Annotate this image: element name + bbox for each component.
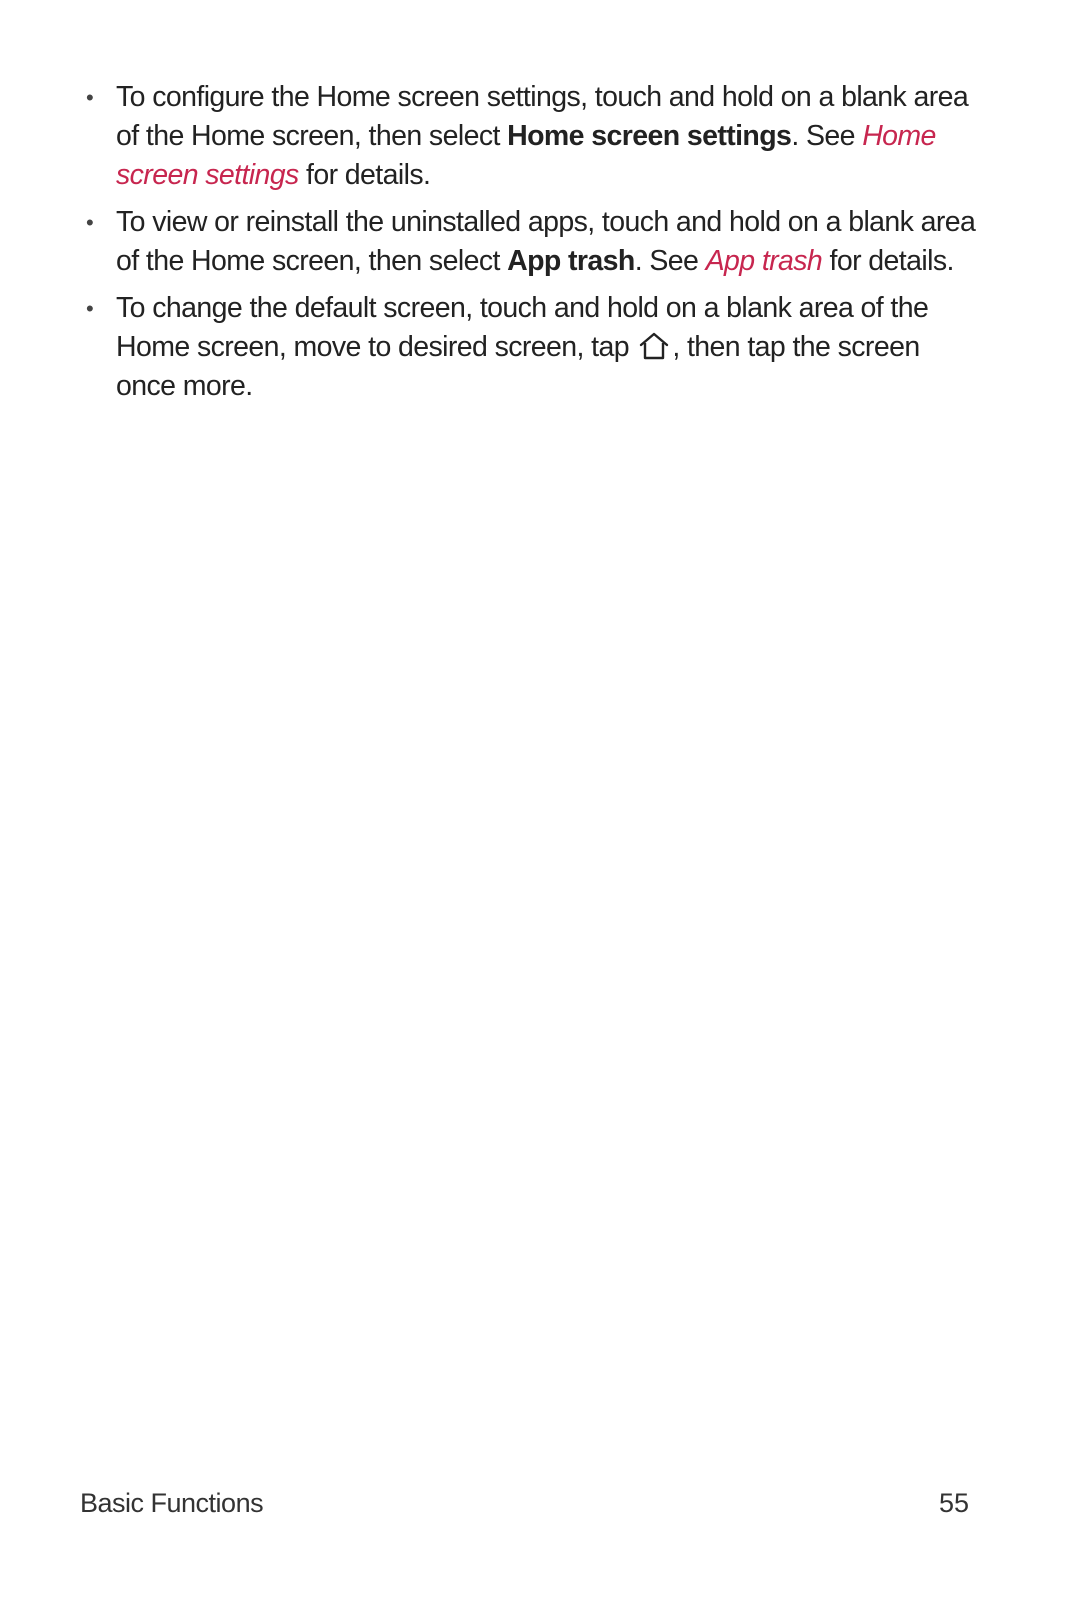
bullet-item-app-trash [86,203,986,281]
text-segment: for details. [822,245,954,277]
menu-option-home-screen-settings: Home screen settings [507,120,792,152]
home-icon [638,331,670,361]
link-home-screen-settings[interactable]: Home screen settings [116,120,936,191]
text-segment: To configure the Home screen settings, touch and hold on a blank area of the Home screen, then select [116,81,969,152]
text-segment: , then tap the screen once more. [116,331,920,402]
text-segment: . See [791,120,863,152]
text-segment: To view or reinstall the uninstalled apps, touch and hold on a blank area of the Home screen, then select [116,206,976,277]
main-content [86,78,986,414]
bullet-marker: • [86,85,94,110]
footer-section-title: Basic Functions [80,1488,264,1518]
bullet-marker: • [86,210,94,235]
bullet-marker: • [86,296,94,321]
bullet-item-home-screen-settings [86,78,986,195]
text-segment: To change the default screen, touch and hold on a blank area of the Home screen, move to desired screen, tap [116,292,929,363]
text-segment: . See [634,245,706,277]
bullet-item-default-screen [86,289,986,406]
page-number: 55 [938,1488,969,1518]
text-segment: for details. [298,159,431,191]
link-app-trash[interactable]: App trash [705,245,823,277]
menu-option-app-trash: App trash [507,245,635,277]
